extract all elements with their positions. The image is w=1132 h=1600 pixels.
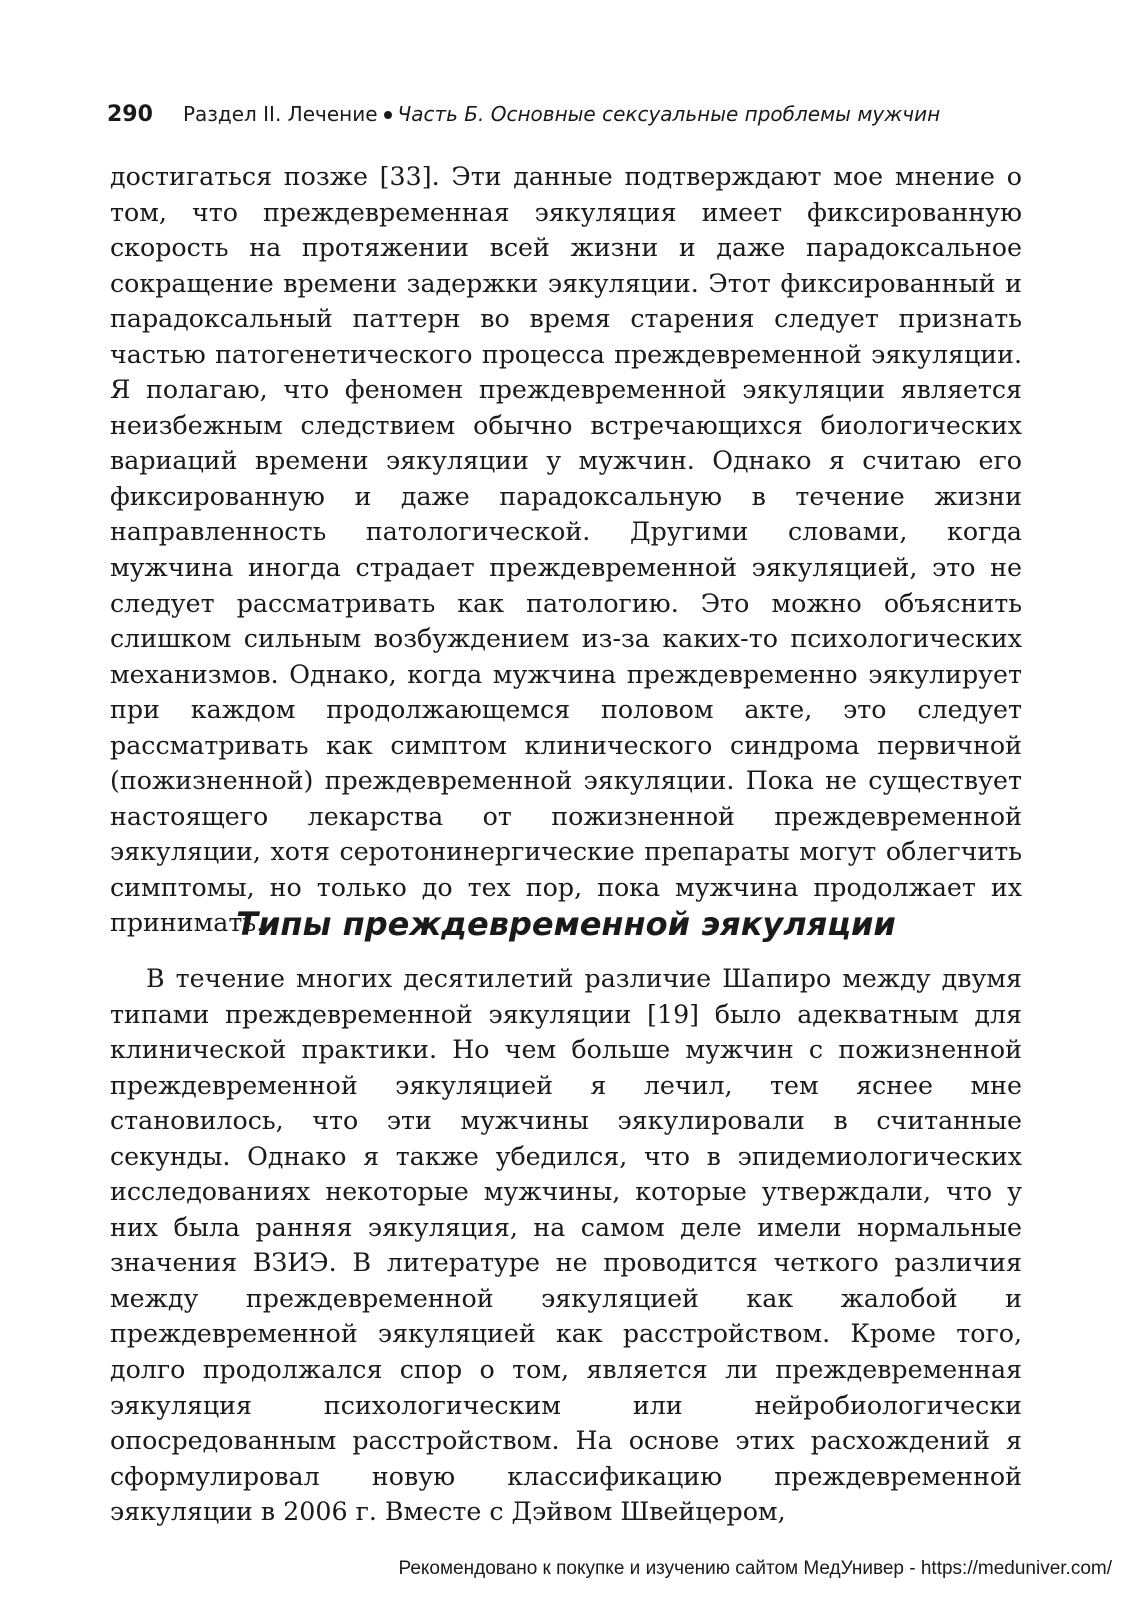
section-heading: Типы преждевременной эякуляции — [236, 905, 896, 943]
bullet-separator-icon — [384, 111, 392, 119]
running-header — [107, 100, 1027, 129]
part-title: Часть Б. Основные сексуальные проблемы мужчин — [397, 102, 941, 126]
footer-recommendation: Рекомендовано к покупке и изучению сайтом МедУнивер - https://meduniver.com/ — [398, 1558, 1112, 1579]
paragraph-2: В течение многих десятилетий различие Шапиро между двумя типами преждевременной эякуляции [19] было адекватным для клинической практики. Но чем больше мужчин с пожизненной преждевременной эякуляцией я лечил, тем яснее мне становилось, что эти мужчины эякулировали в считанные секунды. Однако я также убедился, что в эпидемиологических исследованиях некоторые мужчины, которые утверждали, что у них была ранняя эякуляция, на самом деле имели нормальные значения ВЗИЭ. В литературе не проводится четкого различия между преждевременной эякуляцией как жалобой и преждевременной эякуляцией как расстройством. Кроме того, долго продолжался спор о том, является ли преждевременная эякуляция психологическим или нейробиологически опосредованным расстройством. На основе этих расхождений я сформулировал новую классификацию преждевременной эякуляции в 2006 г. Вместе с Дэйвом Швейцером, — [110, 964, 1022, 1527]
body-text-block — [110, 159, 1022, 941]
paragraph-1: достигаться позже [33]. Эти данные подтверждают мое мнение о том, что преждевременная эякуляция имеет фиксированную скорость на протяжении всей жизни и даже парадоксальное сокращение времени задержки эякуляции. Этот фиксированный и парадоксальный паттерн во время старения следует признать частью патогенетического процесса преждевременной эякуляции. Я полагаю, что феномен преждевременной эякуляции является неизбежным следствием обычно встречающихся биологических вариаций времени эякуляции у мужчин. Однако я считаю его фиксированную и даже парадоксальную в течение жизни направленность патологической. Другими словами, когда мужчина иногда страдает преждевременной эякуляцией, это не следует рассматривать как патологию. Это можно объяснить слишком сильным возбуждением из-за каких-то психологических механизмов. Однако, когда мужчина преждевременно эякулирует при каждом продолжающемся половом акте, это следует рассматривать как симптом клинического синдрома первичной (пожизненной) преждевременной эякуляции. Пока не существует настоящего лекарства от пожизненной преждевременной эякуляции, хотя серотонинергические препараты могут облегчить симптомы, но только до тех пор, пока мужчина продолжает их принимать. — [110, 162, 1022, 938]
section-title: Раздел II. Лечение — [182, 102, 378, 126]
page-number: 290 — [107, 102, 153, 127]
